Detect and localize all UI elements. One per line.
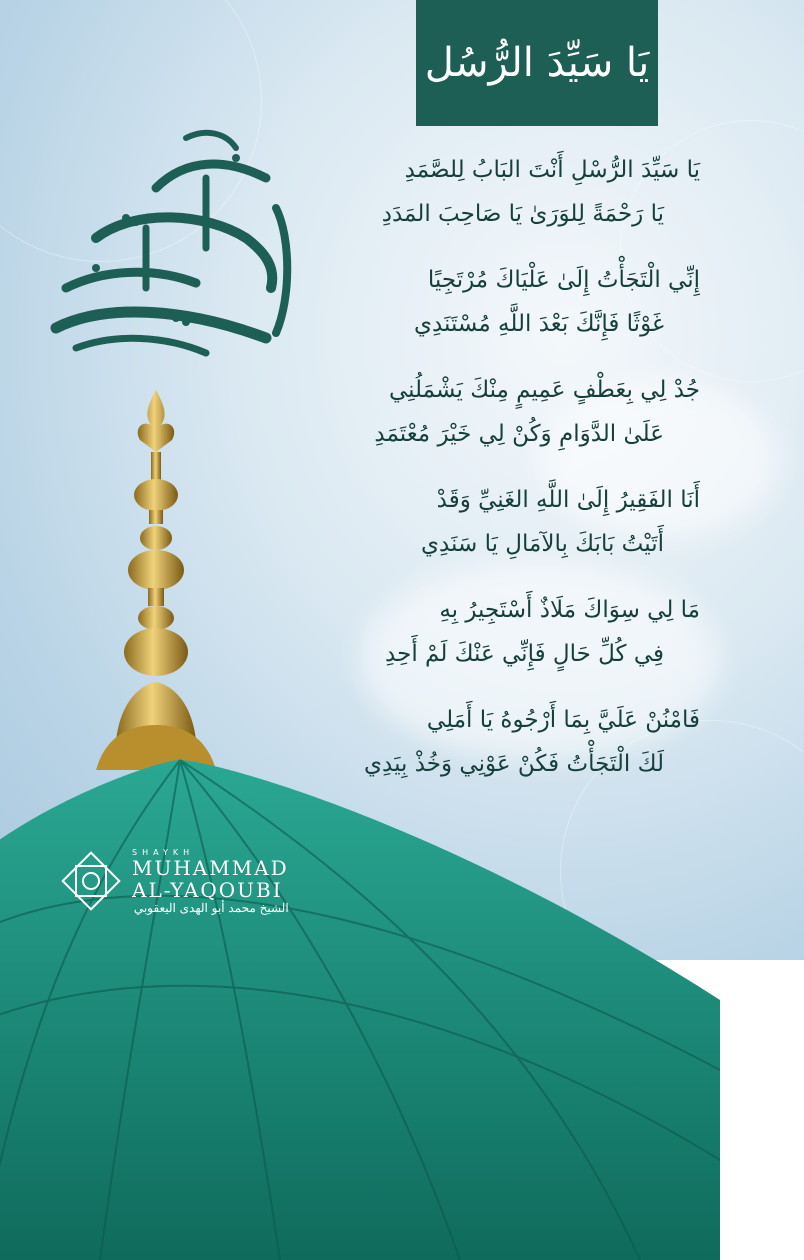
golden-finial bbox=[96, 390, 216, 770]
verse-line: أَنَا الفَقِيرُ إِلَىٰ اللَّهِ الغَنِيِّ وَقَدْ bbox=[436, 487, 700, 513]
poem-verse bbox=[300, 258, 700, 346]
verse-line: فَامْنُنْ عَلَيَّ بِمَا أَرْجُوهُ يَا أَمَلِي bbox=[426, 707, 700, 733]
logo-arabic: الشيخ محمد أبو الهدى اليعقوبي bbox=[133, 901, 289, 915]
logo-emblem-icon bbox=[58, 848, 124, 914]
poem-verse bbox=[300, 478, 700, 566]
shaykh-yaqoubi-logo bbox=[58, 848, 318, 928]
verse-line: يَا رَحْمَةً لِلوَرَىٰ يَا صَاحِبَ المَدَدِ bbox=[381, 201, 664, 227]
logo-name-line2: AL-YAQOUBI bbox=[132, 878, 283, 902]
poem bbox=[300, 148, 700, 808]
verse-line: جُدْ لِي بِعَطْفٍ عَمِيمٍ مِنْكَ يَشْمَلُنِي bbox=[388, 377, 700, 403]
green-dome bbox=[0, 740, 720, 1260]
verse-line: عَلَىٰ الدَّوَامِ وَكُنْ لِي خَيْرَ مُعْتَمَدِ bbox=[374, 421, 664, 447]
verse-line: مَا لِي سِوَاكَ مَلَاذٌ أَسْتَجِيرُ بِهِ bbox=[439, 597, 700, 623]
page-title: يَا سَيِّدَ الرُّسُل bbox=[424, 40, 650, 86]
poem-verse bbox=[300, 588, 700, 676]
logo-shaykh: SHAYKH bbox=[132, 848, 195, 857]
calligraphy-text: جمعة مباركة bbox=[36, 118, 42, 119]
verse-line: أَتَيْتُ بَابَكَ بِالآمَالِ يَا سَنَدِي bbox=[420, 531, 664, 557]
title-banner bbox=[416, 0, 658, 126]
verse-line: لَكَ الْتَجَأْتُ فَكُنْ عَوْنِي وَخُذْ بِيَدِي bbox=[364, 751, 664, 777]
jumuah-mubarakah-calligraphy bbox=[36, 118, 306, 368]
logo-name-line1: MUHAMMAD bbox=[132, 856, 289, 880]
poem-verse bbox=[300, 148, 700, 236]
verse-line: إِنِّي الْتَجَأْتُ إِلَىٰ عَلْيَاكَ مُرْتَجِيًا bbox=[427, 267, 700, 293]
verse-line: يَا سَيِّدَ الرُّسْلِ أَنْتَ البَابُ لِلصَّمَدِ bbox=[404, 157, 700, 183]
poem-verse bbox=[300, 368, 700, 456]
verse-line: فِي كُلِّ حَالٍ فَإِنِّي عَنْكَ لَمْ أَحِدِ bbox=[385, 641, 664, 667]
verse-line: غَوْثًا فَإِنَّكَ بَعْدَ اللَّهِ مُسْتَنَدِي bbox=[413, 311, 664, 337]
